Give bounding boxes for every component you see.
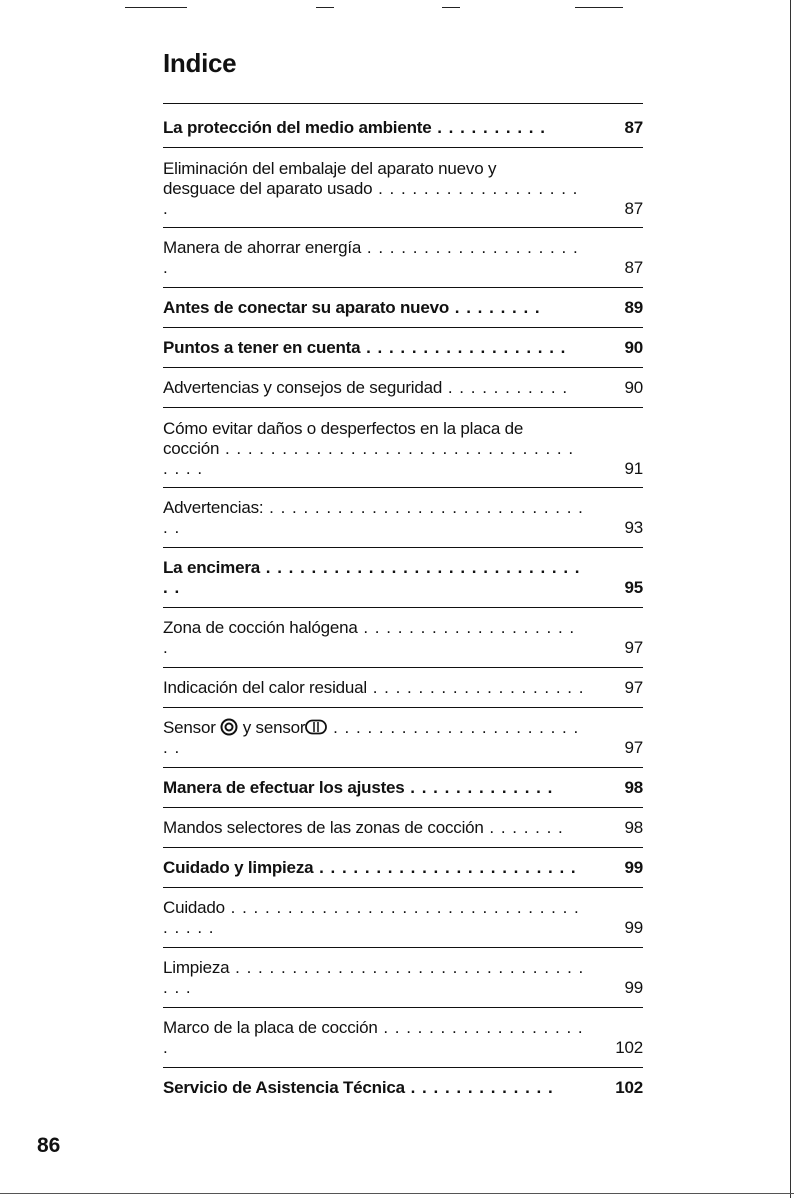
toc-entry-label — [163, 159, 643, 219]
toc-entry — [163, 327, 643, 367]
toc-entry-page: 87 — [624, 118, 643, 137]
dot-leader: . . . . . . . . . . . . . — [404, 778, 554, 797]
toc-entry-label — [163, 498, 643, 538]
page-title: Indice — [163, 48, 237, 78]
toc-entry-label — [163, 298, 643, 318]
scan-mark — [575, 7, 623, 8]
toc-entry-label — [163, 778, 643, 798]
toc-entry — [163, 103, 643, 147]
toc-entry-label-text: Eliminación del embalaje del aparato nuevo y — [163, 159, 497, 178]
page-number: 86 — [37, 1134, 61, 1157]
toc-entry-label-text: Cuidado — [163, 898, 225, 917]
toc-entry — [163, 767, 643, 807]
toc-entry — [163, 487, 643, 547]
scan-mark — [442, 7, 460, 8]
bottom-edge-line — [0, 1193, 794, 1194]
dot-leader: . . . . . . . . . . . . . . . . . . . — [163, 1018, 584, 1057]
toc-entry-label — [163, 898, 643, 938]
toc-entry-page: 99 — [624, 858, 643, 877]
dot-leader: . . . . . . . . . . . . . . . . . . . . — [163, 238, 579, 277]
toc-entry — [163, 847, 643, 887]
toc-entry-label — [163, 958, 643, 998]
toc-entry-label-text: Cómo evitar daños o desperfectos en la placa de — [163, 419, 524, 438]
toc-entry — [163, 1067, 643, 1107]
toc-entry-label-text: y sensor — [242, 718, 306, 737]
toc-entry-label-text: Manera de efectuar los ajustes — [163, 778, 405, 797]
toc-entry — [163, 707, 643, 767]
dot-leader: . . . . . . . . . . . . . . . . . . . . . . . — [313, 858, 577, 877]
toc-entry-page: 93 — [624, 518, 643, 537]
scan-mark — [125, 7, 187, 8]
toc-entry-label-text: La encimera — [163, 558, 261, 577]
toc-entry-page: 97 — [624, 738, 643, 757]
toc-entry-page: 87 — [624, 258, 643, 277]
dot-leader: . . . . . . . . . . . . . . . . . . . . . . . . — [163, 718, 580, 757]
toc-entry-label — [163, 1018, 643, 1058]
toc-entry-label — [163, 378, 643, 398]
table-of-contents — [163, 103, 643, 1107]
dot-leader: . . . . . . . . . . . . . . . . . . . . — [163, 618, 576, 657]
toc-entry-label-text: Limpieza — [163, 958, 230, 977]
toc-entry-label — [163, 678, 643, 698]
dot-leader: . . . . . . . . . . . . . . . . . . . . . . . . . . . . . . . . . . . . — [163, 898, 580, 937]
toc-entry — [163, 807, 643, 847]
toc-entry-label-text: cocción — [163, 439, 220, 458]
dot-leader: . . . . . . . . . . . . . — [404, 1078, 554, 1097]
toc-entry-label — [163, 338, 643, 358]
toc-entry — [163, 887, 643, 947]
toc-entry-page: 90 — [624, 338, 643, 357]
toc-entry-label-text: Sensor — [163, 718, 216, 737]
toc-entry-label-text: Manera de ahorrar energía — [163, 238, 362, 257]
toc-entry-label-text: Zona de cocción halógena — [163, 618, 358, 637]
scan-mark — [316, 7, 334, 8]
toc-entry — [163, 287, 643, 327]
toc-entry-page: 99 — [624, 918, 643, 937]
toc-entry-label-text: Advertencias: — [163, 498, 264, 517]
toc-entry-label-text: Indicación del calor residual — [163, 678, 367, 697]
toc-entry-page: 90 — [624, 378, 643, 397]
toc-entry-label — [163, 858, 643, 878]
toc-entry — [163, 147, 643, 227]
dot-leader: . . . . . . . . . . . . . . . . . . . . . . . . . . . . . . — [163, 558, 581, 597]
toc-entry — [163, 407, 643, 487]
toc-entry-label-text: Antes de conectar su aparato nuevo — [163, 298, 450, 317]
toc-entry-label-text: La protección del medio ambiente — [163, 118, 432, 137]
dot-leader: . . . . . . . . . . . . . . . . . . . . . . . . . . . . . . . . . . . — [163, 439, 575, 478]
toc-entry-page: 91 — [624, 459, 643, 478]
toc-entry-label — [163, 419, 643, 479]
dot-leader: . . . . . . . . . . . . . . . . . . . . . . . . . . . . . . . . . . — [163, 958, 585, 997]
toc-entry-page: 98 — [624, 778, 643, 797]
toc-entry — [163, 547, 643, 607]
toc-entry-page: 95 — [624, 578, 643, 597]
sensor-pill-icon — [305, 718, 327, 737]
toc-entry-label — [163, 1078, 643, 1098]
toc-entry-page: 97 — [624, 678, 643, 697]
toc-entry-label — [163, 618, 643, 658]
toc-entry-label — [163, 118, 643, 138]
right-edge-line — [790, 0, 791, 1198]
dot-leader: . . . . . . . . . . — [431, 118, 546, 137]
dot-leader: . . . . . . . . . . . — [442, 378, 569, 397]
toc-entry — [163, 607, 643, 667]
dot-leader: . . . . . . . . — [449, 298, 541, 317]
dot-leader: . . . . . . . . . . . . . . . . . . . — [163, 179, 579, 218]
toc-entry-label — [163, 238, 643, 278]
toc-entry-page: 102 — [615, 1078, 643, 1097]
toc-entry-page: 99 — [624, 978, 643, 997]
toc-entry-page: 97 — [624, 638, 643, 657]
toc-entry-label-text: Puntos a tener en cuenta — [163, 338, 361, 357]
toc-entry-page: 87 — [624, 199, 643, 218]
toc-entry-label-text: Mandos selectores de las zonas de cocción — [163, 818, 484, 837]
dot-leader: . . . . . . . . . . . . . . . . . . . — [367, 678, 585, 697]
toc-entry-label-text: Cuidado y limpieza — [163, 858, 314, 877]
toc-entry-label — [163, 818, 643, 838]
toc-entry — [163, 1007, 643, 1067]
sensor-ring-icon — [220, 718, 238, 737]
toc-entry-label-text: Marco de la placa de cocción — [163, 1018, 378, 1037]
toc-entry-page: 89 — [624, 298, 643, 317]
toc-entry — [163, 227, 643, 287]
toc-entry — [163, 667, 643, 707]
toc-entry-label — [163, 718, 643, 758]
toc-entry — [163, 367, 643, 407]
toc-entry-page: 102 — [615, 1038, 643, 1057]
dot-leader: . . . . . . . — [483, 818, 564, 837]
toc-entry-page: 98 — [624, 818, 643, 837]
toc-entry-label-text: desguace del aparato usado — [163, 179, 373, 198]
toc-entry-label-text: Servicio de Asistencia Técnica — [163, 1078, 405, 1097]
dot-leader: . . . . . . . . . . . . . . . . . . — [360, 338, 567, 357]
toc-entry-label — [163, 558, 643, 598]
toc-entry-label-text: Advertencias y consejos de seguridad — [163, 378, 443, 397]
toc-entry — [163, 947, 643, 1007]
dot-leader: . . . . . . . . . . . . . . . . . . . . . . . . . . . . . . — [163, 498, 584, 537]
